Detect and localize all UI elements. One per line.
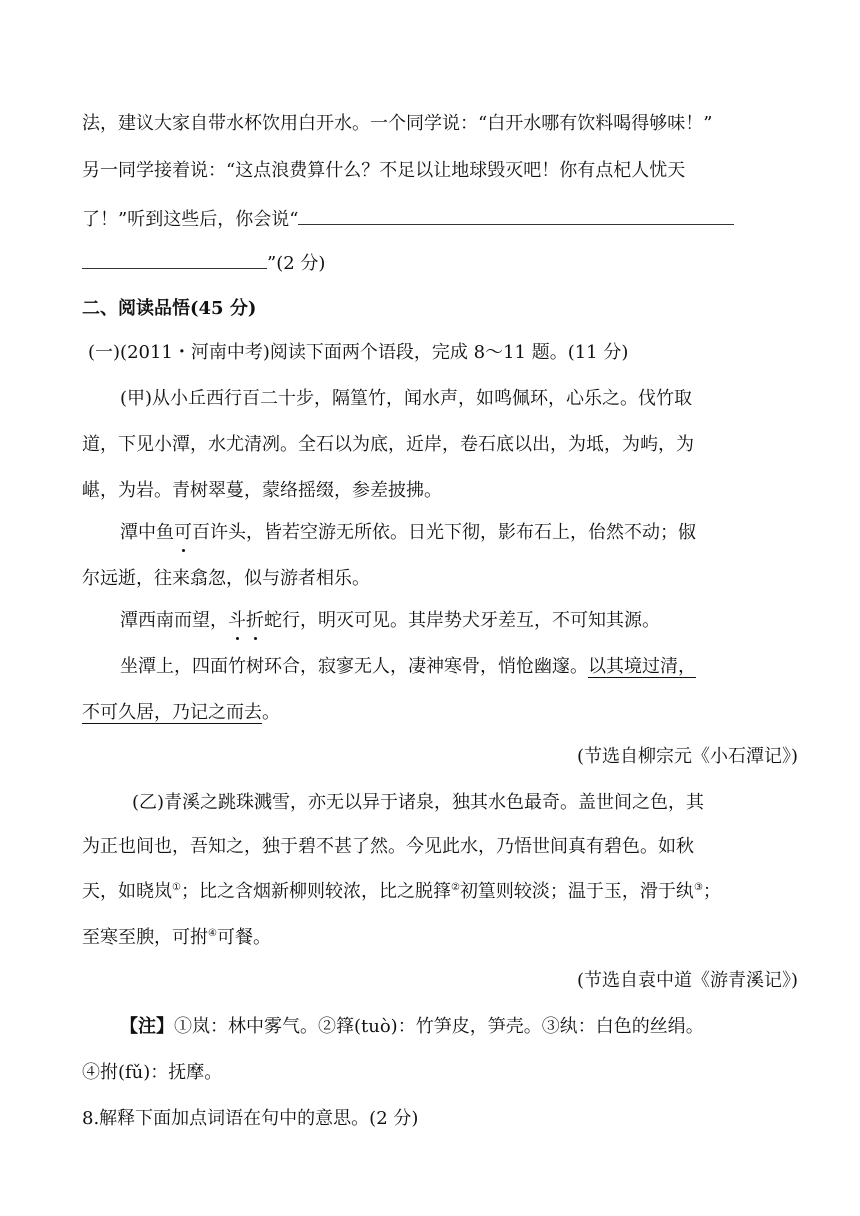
jia-p2-text-a: 潭中鱼: [120, 522, 174, 543]
q7-line-2: 另一同学接着说：“这点浪费算什么？不足以让地球毁灭吧！你有点杞人忧天: [82, 160, 686, 181]
dotted-word-zhe: 折: [246, 610, 264, 631]
section-title: 二、阅读品悟(45 分): [82, 298, 257, 319]
footnote-marker-2: ②: [450, 882, 460, 893]
jia-p2-text-b: 百许头，皆若空游无所依。日光下彻，影布石上，佁然不动；俶: [192, 522, 696, 543]
underlined-sentence-1: 以其境过清，: [588, 656, 696, 677]
jia-p3-line-1: [120, 609, 660, 633]
jia-p1-line-2: 道，下见小潭，水尤清冽。全石以为底，近岸，卷石底以出，为坻，为屿，为: [82, 434, 694, 455]
dotted-word-dou: 斗: [228, 610, 246, 631]
jia-p4-end: 。: [262, 702, 280, 723]
underlined-sentence-2: 不可久居，乃记之而去: [82, 702, 262, 723]
yi-l3-a: 天，如晓岚: [82, 881, 172, 902]
notes-line-2: ④拊(fǔ)：抚摩。: [82, 1062, 223, 1083]
q7-line-4-suffix: ”(2 分): [267, 253, 326, 274]
yi-line-2: 为正也间也，吾知之，独于碧不甚了然。今见此水，乃悟世间真有碧色。如秋: [82, 836, 694, 857]
jia-p4-line-2: [82, 701, 280, 725]
jia-p3-text-b: 蛇行，明灭可见。其岸势犬牙差互，不可知其源。: [264, 610, 660, 631]
q7-line-3: [82, 206, 734, 232]
jia-p2-line-2: 尔远逝，往来翕忽，似与游者相乐。: [82, 568, 370, 589]
jia-p4-line-1: [120, 655, 696, 679]
yi-l3-c: 初篁则较淡；温于玉，滑于纨: [459, 881, 694, 902]
dotted-word-ke: 可: [174, 522, 192, 543]
yi-line-1: (乙)青溪之跳珠溅雪，亦无以异于诸泉，独其水色最奇。盖世间之色，其: [132, 792, 705, 813]
yi-l4-b: 可餐。: [216, 927, 271, 948]
q7-line-1: 法，建议大家自带水杯饮用白开水。一个同学说：“白开水哪有饮料喝得够味！”: [82, 113, 713, 134]
yi-source: (节选自袁中道《游青溪记》): [576, 970, 798, 991]
footnote-marker-4: ④: [208, 928, 217, 939]
part-intro: (一)(2011・河南中考)阅读下面两个语段，完成 8～11 题。(11 分): [88, 342, 629, 363]
q7-line-3-prefix: 了！”听到这些后，你会说“: [82, 209, 299, 230]
jia-p2-line-1: [120, 521, 696, 545]
notes-line-1: [120, 1015, 704, 1039]
question-8: 8.解释下面加点词语在句中的意思。(2 分): [82, 1108, 419, 1129]
answer-blank-2[interactable]: [82, 250, 267, 269]
jia-p1-line-3: 嵁，为岩。青树翠蔓，蒙络摇缀，参差披拂。: [82, 480, 442, 501]
yi-l4-a: 至寒至腴，可拊: [82, 927, 208, 948]
jia-p3-text-a: 潭西南而望，: [120, 610, 228, 631]
yi-line-4: [82, 926, 271, 950]
footnote-marker-3: ③: [693, 882, 703, 893]
jia-p4-text-a: 坐潭上，四面竹树环合，寂寥无人，凄神寒骨，悄怆幽邃。: [120, 656, 588, 677]
q7-line-4: [82, 250, 325, 276]
jia-source: (节选自柳宗元《小石潭记》): [576, 746, 798, 767]
answer-blank-1[interactable]: [298, 206, 734, 225]
notes-text-1: ①岚：林中雾气。②箨(tuò)：竹笋皮，笋壳。③纨：白色的丝绢。: [174, 1016, 704, 1037]
jia-p1-line-1: (甲)从小丘西行百二十步，隔篁竹，闻水声，如鸣佩环，心乐之。伐竹取: [120, 388, 693, 409]
yi-l3-b: ；比之含烟新柳则较浓，比之脱箨: [180, 881, 451, 902]
yi-l3-d: ；: [702, 881, 721, 902]
notes-label: 【注】: [120, 1016, 174, 1037]
footnote-marker-1: ①: [172, 882, 181, 893]
yi-line-3: [82, 880, 721, 904]
